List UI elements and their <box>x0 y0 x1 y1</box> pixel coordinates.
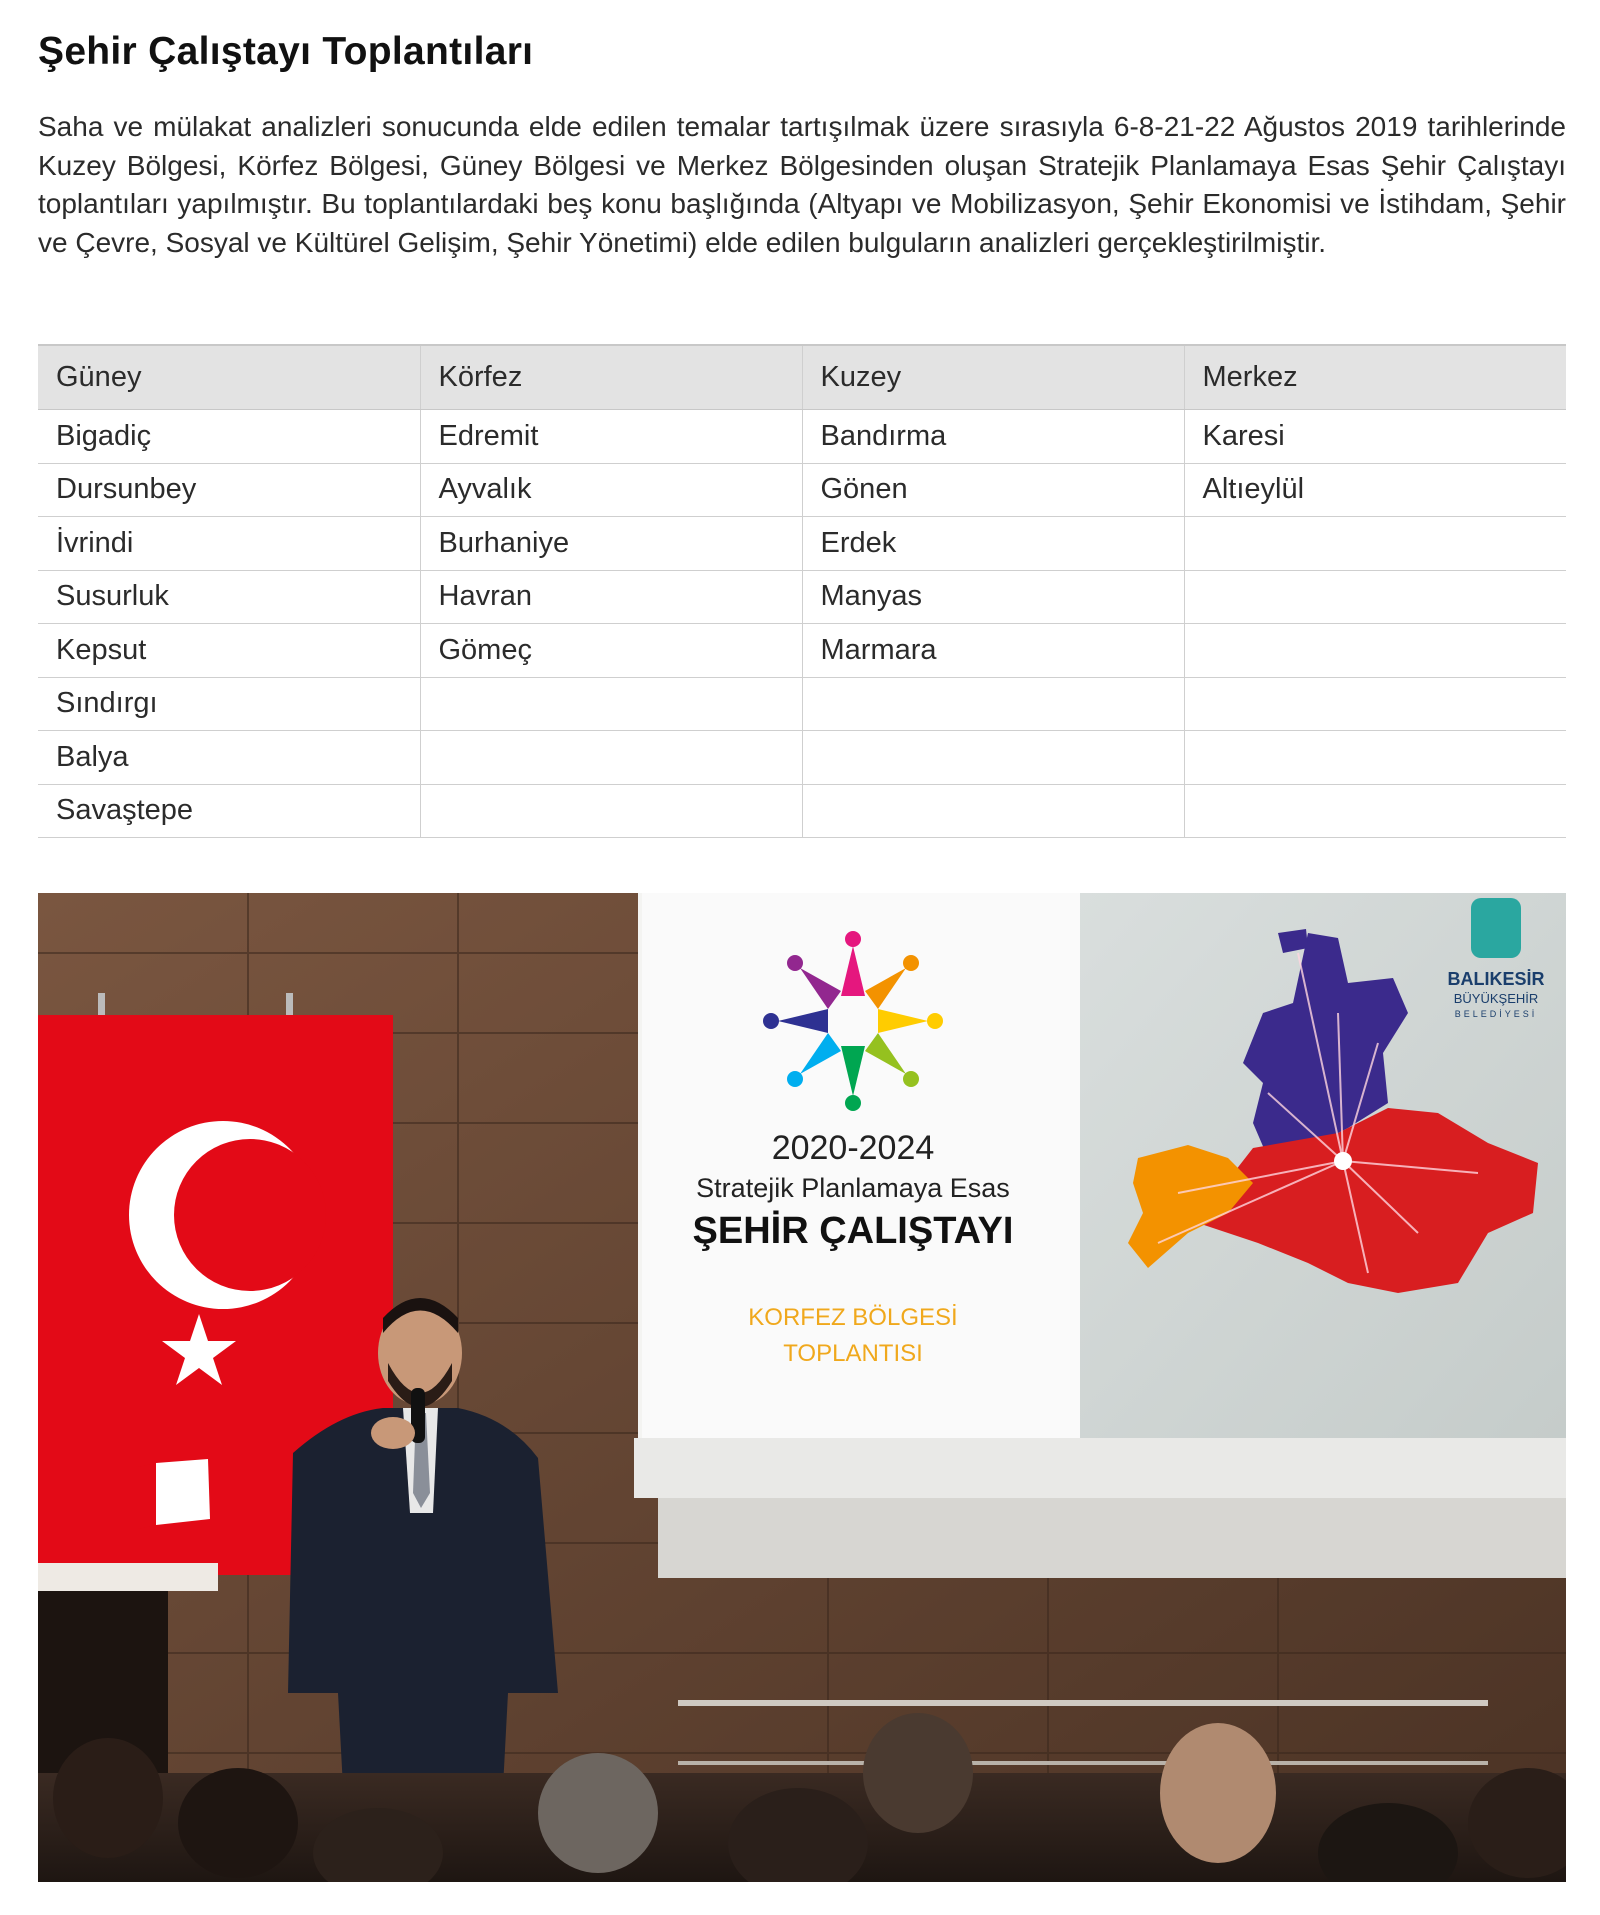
column-header-guney: Güney <box>38 345 420 410</box>
table-cell: Kepsut <box>38 624 420 678</box>
table-cell <box>1184 677 1566 731</box>
desk-flag-icon <box>156 1459 210 1525</box>
table-row <box>38 731 1566 785</box>
flag-crescent-inner <box>174 1139 326 1291</box>
table-cell <box>1184 624 1566 678</box>
logo-line2: BÜYÜKŞEHİR <box>1453 991 1539 1006</box>
regions-table <box>38 344 1566 838</box>
logo-name: BALIKESİR <box>1447 969 1545 989</box>
table-cell <box>1184 731 1566 785</box>
table-cell: Susurluk <box>38 570 420 624</box>
table-cell: Bigadiç <box>38 410 420 464</box>
table-cell: Edremit <box>420 410 802 464</box>
screen-bottom-bar <box>634 1438 1566 1498</box>
map-center-dot <box>1334 1152 1352 1170</box>
desk-flag-icon <box>138 1463 156 1529</box>
table-cell: Bandırma <box>802 410 1184 464</box>
table-cell <box>1184 570 1566 624</box>
table-row <box>38 410 1566 464</box>
table-row <box>38 570 1566 624</box>
municipality-logo-icon <box>1471 898 1521 958</box>
slide-headline: ŞEHİR ÇALIŞTAYI <box>692 1210 1014 1252</box>
table-cell <box>1184 517 1566 571</box>
table-cell: Sındırgı <box>38 677 420 731</box>
page-title: Şehir Çalıştayı Toplantıları <box>38 30 534 73</box>
table-header-row <box>38 345 1566 410</box>
table-cell: Karesi <box>1184 410 1566 464</box>
slide-subtitle: Stratejik Planlamaya Esas <box>696 1173 1010 1203</box>
slide-region-line1: KORFEZ BÖLGESİ <box>748 1304 958 1331</box>
table-row <box>38 517 1566 571</box>
column-header-korfez: Körfez <box>420 345 802 410</box>
table-cell: Savaştepe <box>38 784 420 838</box>
slide-years: 2020-2024 <box>771 1129 935 1167</box>
table-cell: Havran <box>420 570 802 624</box>
table-cell <box>420 784 802 838</box>
intro-paragraph: Saha ve mülakat analizleri sonucunda elde edilen temalar tartışılmak üzere sırasıyla 6-8-21-22 Ağustos 2019 tarihlerinde Kuzey Bölgesi, Körfez Bölgesi, Güney Bölgesi ve Merkez Bölgesinden oluşan Stratejik Planlamaya Esas Şehir Çalıştayı toplantıları yapılmıştır. Bu toplantılardaki beş konu başlığında (Altyapı ve Mobilizasyon, Şehir Ekonomisi ve İstihdam, Şehir ve Çevre, Sosyal ve Kültürel Gelişim, Şehir Yönetimi) elde edilen bulguların analizleri gerçekleştirilmiştir. <box>38 111 1566 258</box>
table-cell <box>1184 784 1566 838</box>
column-header-kuzey: Kuzey <box>802 345 1184 410</box>
table-cell <box>420 731 802 785</box>
logo-line3: BELEDİYESİ <box>1454 1009 1538 1019</box>
table-cell: Marmara <box>802 624 1184 678</box>
table-row <box>38 784 1566 838</box>
table-row <box>38 624 1566 678</box>
table-cell: Dursunbey <box>38 463 420 517</box>
table-cell <box>802 677 1184 731</box>
whiteboard-frame <box>658 1498 1566 1578</box>
table-cell <box>420 677 802 731</box>
table-cell: Manyas <box>802 570 1184 624</box>
table-row <box>38 677 1566 731</box>
column-header-merkez: Merkez <box>1184 345 1566 410</box>
workshop-photo <box>38 893 1566 1882</box>
table-cell: Burhaniye <box>420 517 802 571</box>
table-cell: Gömeç <box>420 624 802 678</box>
podium-top <box>38 1563 218 1591</box>
table-row <box>38 463 1566 517</box>
table-cell: İvrindi <box>38 517 420 571</box>
table-cell: Altıeylül <box>1184 463 1566 517</box>
table-cell: Erdek <box>802 517 1184 571</box>
table-cell <box>802 731 1184 785</box>
slide-region-line2: TOPLANTISI <box>783 1340 923 1367</box>
table-cell <box>802 784 1184 838</box>
table-cell: Balya <box>38 731 420 785</box>
table-cell: Ayvalık <box>420 463 802 517</box>
table-cell: Gönen <box>802 463 1184 517</box>
